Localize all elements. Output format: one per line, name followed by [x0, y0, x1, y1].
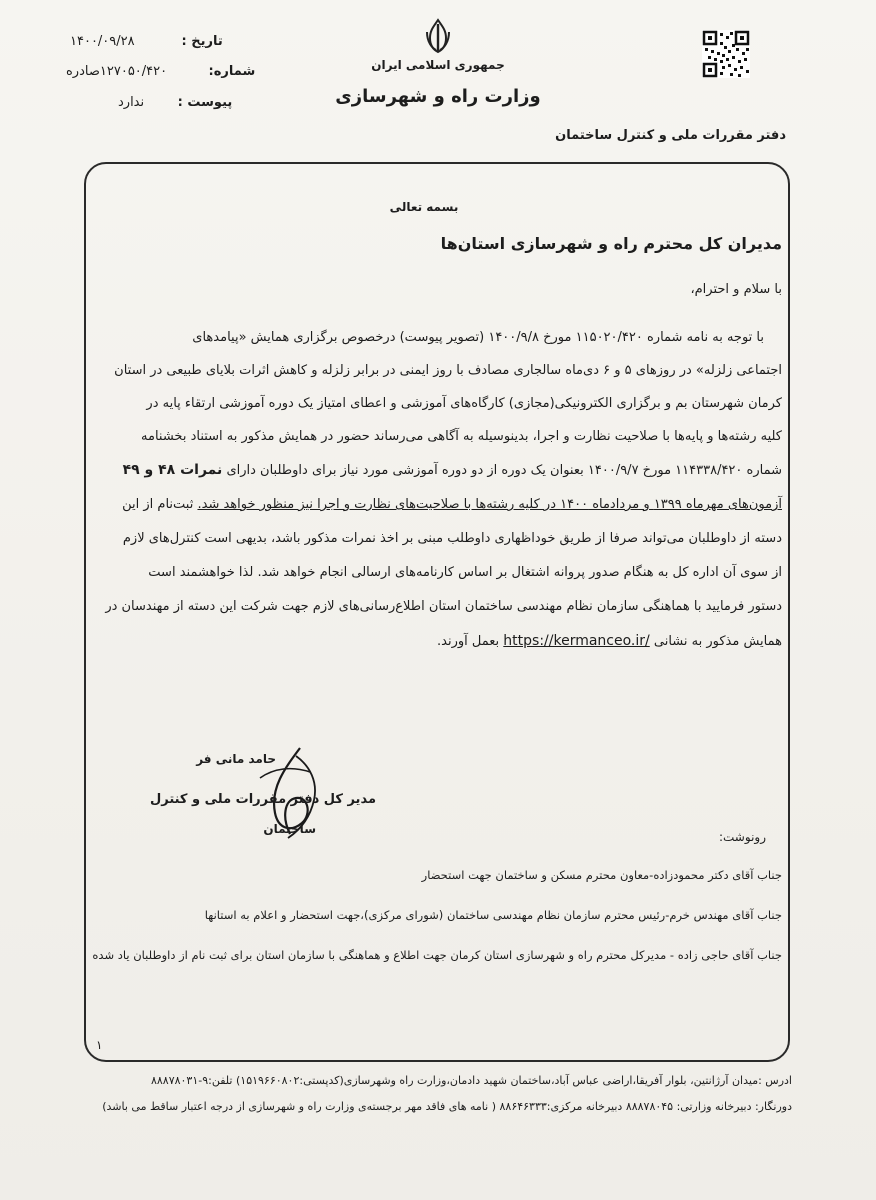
- addressee: مدیران کل محترم راه و شهرسازی استان‌ها: [440, 234, 782, 253]
- kermanceo-link[interactable]: https://kermanceo.ir/: [503, 633, 650, 649]
- republic-title: جمهوری اسلامی ایران: [371, 58, 505, 72]
- number-field: [66, 64, 255, 79]
- body-line-1: با توجه به نامه شماره ۱۱۵۰۲۰/۴۲۰ مورخ ۱۴۰۰/۹/۸ (تصویر پیوست) درخصوص برگزاری همایش «پیامدهای: [192, 330, 764, 345]
- body-line-3: کرمان شهرستان بم و برگزاری الکترونیکی(مجازی) کارگاه‌های آموزشی و اعطای امتیاز یک دوره آموزشی ارتقاء پایه در: [146, 396, 782, 411]
- page-number: ۱: [96, 1038, 103, 1052]
- ministry-title: وزارت راه و شهرسازی: [335, 86, 541, 107]
- signatory-title-cont: ساختمان: [263, 822, 316, 836]
- body-line-8: از سوی آن اداره کل به هنگام صدور پروانه اشتغال بر اساس کارنامه‌های ارسالی انجام خواهد شد. لذا خواهشمند است: [148, 565, 782, 580]
- scores-bold: نمرات ۴۸ و ۴۹: [122, 462, 223, 478]
- body-line-9: دستور فرمایید با هماهنگی سازمان نظام مهندسی ساختمان استان اطلاع‌رسانی‌های لازم جهت شرکت این دسته از مهندسان در: [105, 599, 782, 614]
- cc-item: جناب آقای مهندس خرم-رئیس محترم سازمان نظام مهندسی ساختمان (شورای مرکزی)،جهت استحضار و اعلام به استانها: [204, 908, 782, 922]
- body-line-6: آزمون‌های مهرماه ۱۳۹۹ و مردادماه ۱۴۰۰ در کلیه رشته‌ها با صلاحیت‌های نظارت و اجرا نیز منظور خواهد شد. ثبت‌نام از این: [122, 497, 782, 512]
- attachment-value: ندارد: [118, 95, 145, 110]
- date-label: تاریخ :: [181, 34, 223, 49]
- number-value: ۱۲۷۰۵۰/۴۲۰صادره: [66, 64, 168, 79]
- iran-emblem-icon: [424, 18, 452, 54]
- footer-address: ادرس :میدان آرژانتین، بلوار آفریقا،اراضی عباس آباد،ساختمان شهید دادمان،وزارت راه وشهرسازی(کدپستی:۱۵۱۹۶۶۰۸۰۲) تلفن:۹-۸۸۸۷۸۰۳۱: [150, 1074, 792, 1087]
- body-line-2: اجتماعی زلزله» در روزهای ۵ و ۶ دی‌ماه سالجاری مصادف با روز ایمنی در برابر زلزله و کاهش اثرات بلایای طبیعی در استان: [114, 363, 782, 378]
- body-line-4: کلیه رشته‌ها و پایه‌ها با صلاحیت نظارت و اجرا، بدینوسیله به آگاهی می‌رساند حضور در همایش مذکور به استناد بخشنامه: [141, 429, 782, 444]
- number-label: شماره:: [208, 64, 256, 79]
- greeting: با سلام و احترام،: [690, 282, 782, 297]
- qr-code-icon: [702, 30, 750, 78]
- cc-heading: رونوشت:: [718, 830, 766, 844]
- date-value: ۱۴۰۰/۰۹/۲۸: [70, 34, 135, 49]
- body-line-5: شماره ۱۱۴۳۳۸/۴۲۰ مورخ ۱۴۰۰/۹/۷ بعنوان یک دوره از دو دوره آموزشی مورد نیاز برای داوطلبان دارای نمرات ۴۸ و ۴۹: [122, 462, 782, 478]
- office-title: دفتر مقررات ملی و کنترل ساختمان: [555, 128, 786, 143]
- attachment-field: [118, 95, 232, 110]
- signatory-title: مدیر کل دفتر مقررات ملی و کنترل: [149, 792, 376, 807]
- cc-item: جناب آقای دکتر محمودزاده-معاون محترم مسکن و ساختمان جهت استحضار: [421, 868, 782, 882]
- bismillah: بسمه تعالی: [389, 200, 459, 214]
- cc-item: جناب آقای حاجی زاده - مدیرکل محترم راه و شهرسازی استان کرمان جهت اطلاع و هماهنگی با سازمان استان برای ثبت نام از داوطلبان یاد شده: [92, 948, 782, 962]
- registration-text: ثبت‌نام از این: [122, 497, 194, 512]
- date-field: [70, 34, 223, 49]
- body-line-7: دسته از داوطلبان می‌تواند صرفا از طریق خوداظهاری داوطلب مبنی بر اخذ نمرات مذکور باشد، بدیهی است کنترل‌های لازم: [122, 531, 782, 546]
- attachment-label: پیوست :: [177, 95, 233, 110]
- signatory-name: حامد مانی فر: [196, 752, 276, 766]
- footer-secretariat: دورنگار: دبیرخانه وزارتی: ۸۸۸۷۸۰۴۵ دبیرخانه مرکزی:۸۸۶۴۶۳۳۳ ( نامه های فاقد مهر برجسته‌ی وزارت راه و شهرسازی از درجه اعتبار ساقط می باشد): [102, 1100, 792, 1113]
- body-line-10: همایش مذکور به نشانی https://kermanceo.ir/ بعمل آورند.: [437, 633, 782, 649]
